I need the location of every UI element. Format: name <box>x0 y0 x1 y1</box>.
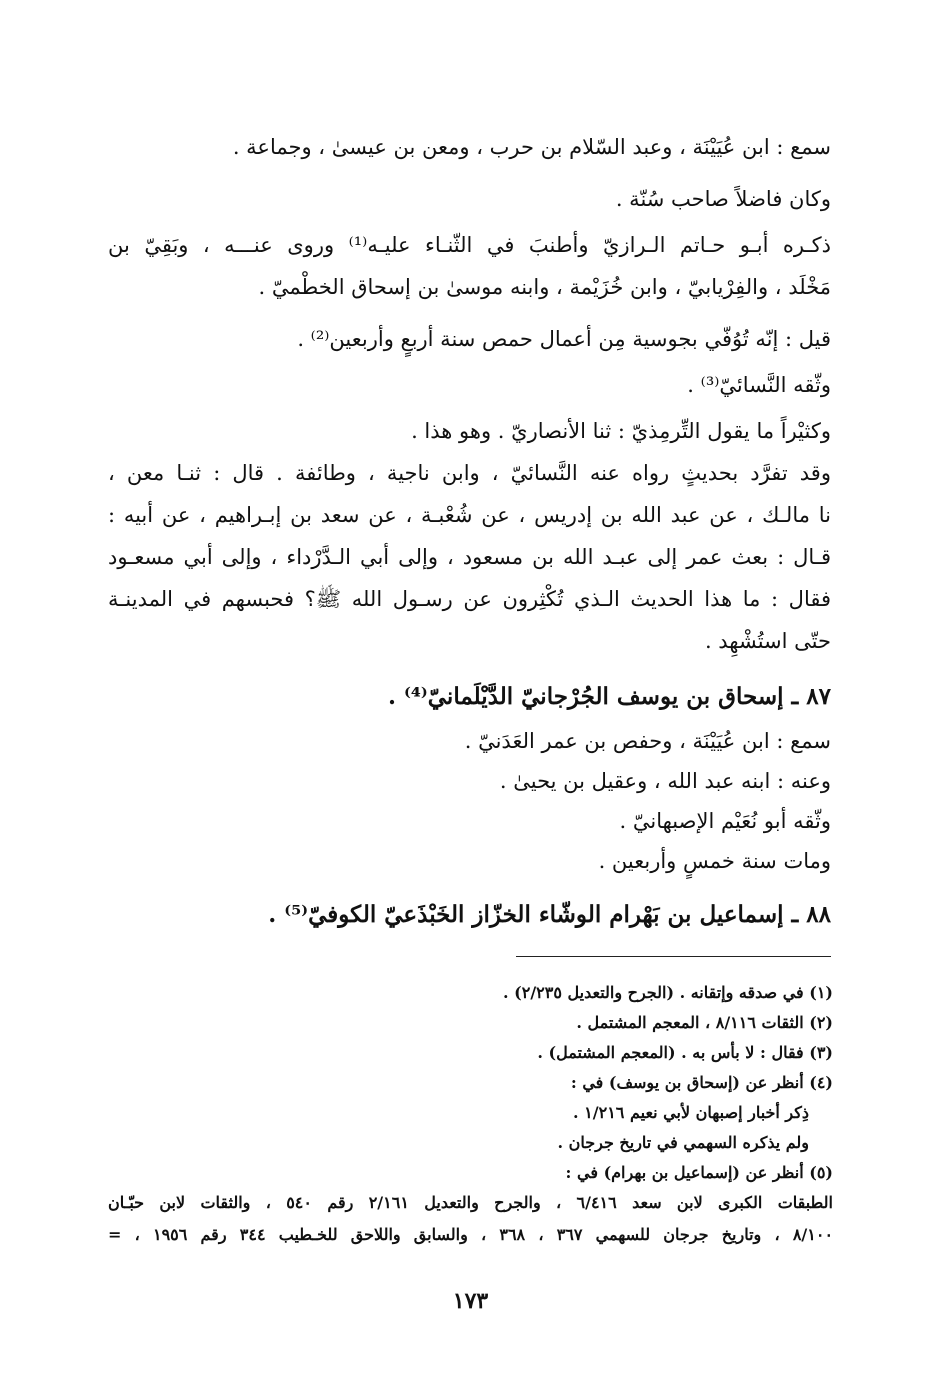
body-line: ذكـره أبـو حـاتم الـرازيّ وأطنبَ في الثّنـاء عليـه⁽¹⁾ وروى عنـــه ، وبَقِيّ بن <box>108 233 831 257</box>
footnote: ذِكر أخبار إصبهان لأبي نعيم ١/٢١٦ . <box>573 1103 809 1122</box>
footnote: (٢) الثقات ٨/١١٦ ، المعجم المشتمل . <box>576 1013 833 1032</box>
body-line: وكثيْراً ما يقول التِّرمِذيّ : ثنا الأنصاريّ . وهو هذا . <box>411 419 831 443</box>
footnote: الطبقات الكبرى لابن سعد ٦/٤١٦ ، والجرح والتعديل ٢/١٦١ رقم ٥٤٠ ، والثقات لابن حبّـان <box>108 1193 833 1212</box>
body-line: قيل : إنّه تُوُفّي بجوسية مِن أعمال حمص سنة أربعٍ وأربعين⁽²⁾ . <box>297 327 831 351</box>
body-line: حتّى استُشْهِد . <box>704 629 831 653</box>
footnote: ٨/١٠٠ ، وتاريخ جرجان للسهمي ٣٦٧ ، ٣٦٨ ، والسابق واللاحق للخـطيب ٣٤٤ رقم ١٩٥٦ ، = <box>108 1225 834 1244</box>
body-line: فقال : ما هذا الحديث الـذي تُكْثِرون عن رسـول الله ﷺ؟ فحبسهم في المدينـة <box>108 587 831 611</box>
entry-88-title: ٨٨ ـ إسماعيل بن بَهْرام الوشّاء الخزّاز الخَبْذَعيّ الكوفيّ⁽⁵⁾ . <box>268 901 831 928</box>
footnote: (٥) أنظر عن (إسماعيل بن بهرام) في : <box>565 1163 833 1182</box>
body-line: قـال : بعث عمر إلى عبـد الله بن مسعود ، وإلى أبي الـدَّرْداء ، وإلى أبي مسعـود <box>108 545 831 569</box>
footnote: (٣) فقال : لا بأس به . (المعجم المشتمل) . <box>537 1043 833 1062</box>
body-line: مَخْلَد ، والفِرْيابيّ ، وابن خُزَيْمة ، وابنه موسىٰ بن إسحاق الخطْميّ . <box>258 275 831 299</box>
entry-87-line: ومات سنة خمسٍ وأربعين . <box>598 849 831 873</box>
entry-87-line: وثّقه أبو نُعَيْم الإصبهانيّ . <box>619 809 831 833</box>
page-number: ١٧٣ <box>452 1288 489 1314</box>
body-line: وثّقه النَّسائيّ⁽³⁾ . <box>687 373 831 397</box>
entry-87-title: ٨٧ ـ إسحاق بن يوسف الجُرْجانيّ الدَّيْلَمانيّ⁽⁴⁾ . <box>387 683 831 710</box>
body-line: وكان فاضلاً صاحب سُنّة . <box>615 187 831 211</box>
footnote: (٤) أنظر عن (إسحاق بن يوسف) في : <box>570 1073 833 1092</box>
entry-87-line: وعنه : ابنه عبد الله ، وعقيل بن يحيىٰ . <box>499 769 831 793</box>
footnote: ولم يذكره السهمي في تاريخ جرجان . <box>557 1133 809 1152</box>
body-line: سمع : ابن عُيَيْنَة ، وعبد السّلام بن حرب ، ومعن بن عيسىٰ ، وجماعة . <box>232 135 831 159</box>
body-line: نا مالـك ، عن عبد الله بن إدريس ، عن شُعْبـة ، عن سعد بن إبـراهيم ، عن أبيه : <box>108 503 831 527</box>
footnote-divider <box>516 956 831 957</box>
entry-87-line: سمع : ابن عُيَيْنَة ، وحفص بن عمر العَدَنيّ . <box>464 729 831 753</box>
footnote: (١) في صدقه وإتقانه . (الجرح والتعديل ٢/٢٣٥) . <box>503 983 833 1002</box>
body-line: وقد تفرَّد بحديثٍ رواه عنه النَّسائيّ ، وابن ناجية ، وطائفة . قال : ثنـا معن ، <box>108 461 831 485</box>
